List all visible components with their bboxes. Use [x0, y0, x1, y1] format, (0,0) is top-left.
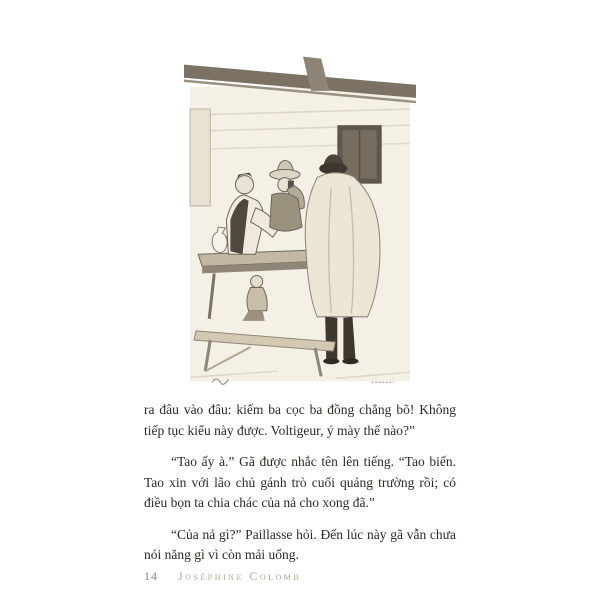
paragraph-3: “Của nả gì?” Paillasse hỏi. Đến lúc này gã vẫn chưa nói năng gì vì còn mải uống. — [144, 526, 456, 563]
right-man-shoe — [323, 358, 339, 364]
page-footer — [144, 569, 456, 584]
tavern-illustration — [184, 56, 416, 390]
right-man-leg — [325, 317, 337, 359]
tavern-scene-engraving-svg — [184, 56, 416, 390]
child-body — [247, 288, 267, 311]
paragraph-2: “Tao ấy à.” Gã được nhắc tên lên tiếng. “Tao biến. Tao xin với lão chủ gánh trò cuối quảng trường rồi; có điều bọn ta chia chác của nả cho xong đã.” — [144, 454, 456, 511]
left-man-head — [235, 176, 253, 194]
page-number: 14 — [144, 569, 158, 583]
door-panel — [190, 109, 210, 206]
body-text — [144, 400, 456, 566]
middle-man-torso — [270, 193, 302, 231]
paragraph-1: ra đâu vào đâu: kiếm ba cọc ba đồng chẳng bõ! Không tiếp tục kiểu này được. Voltigeur, ý mày thế nào?” — [144, 402, 456, 438]
right-man-shoe — [342, 358, 358, 364]
child-head — [251, 275, 263, 287]
author-running-footer: Joséphine Colomb — [178, 569, 302, 583]
